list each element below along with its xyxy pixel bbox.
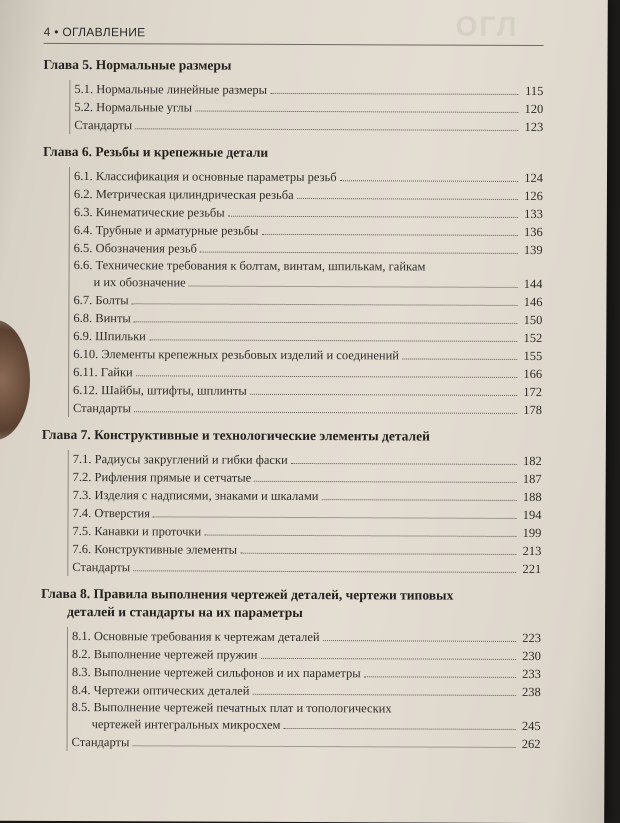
toc-entry[interactable] bbox=[70, 185, 543, 205]
leader-dots bbox=[132, 303, 518, 306]
toc-entry[interactable] bbox=[68, 681, 541, 701]
table-of-contents bbox=[40, 53, 543, 759]
chapter-title-continued: деталей и стандарты на их параметры bbox=[67, 603, 303, 621]
entry-title-continued: и их обозначение bbox=[93, 275, 186, 290]
entry-title: 8.2. Выполнение чертежей пружин bbox=[71, 647, 258, 662]
toc-entry[interactable] bbox=[69, 327, 542, 347]
toc-entry[interactable] bbox=[67, 733, 540, 753]
chapter-heading bbox=[43, 53, 543, 76]
page-number: 126 bbox=[524, 188, 543, 204]
chapter-title: Глава 6. Резьбы и крепежные детали bbox=[43, 143, 269, 160]
chapter-entries bbox=[69, 80, 543, 136]
page-number: 199 bbox=[522, 525, 542, 541]
toc-entry[interactable] bbox=[69, 450, 542, 470]
page-number: 139 bbox=[523, 242, 543, 258]
page-number: 124 bbox=[524, 170, 544, 186]
leader-dots bbox=[323, 640, 516, 642]
toc-entry[interactable] bbox=[68, 663, 541, 683]
toc-entry[interactable] bbox=[70, 221, 543, 241]
chapter-title: Глава 7. Конструктивные и технологические элементы деталей bbox=[41, 426, 430, 444]
toc-entry[interactable] bbox=[69, 468, 542, 488]
page-number: 133 bbox=[524, 206, 543, 222]
entry-title: 7.5. Канавки и проточки bbox=[72, 524, 202, 539]
entry-title: 6.9. Шпильки bbox=[73, 329, 146, 344]
page-number: 223 bbox=[522, 630, 542, 646]
page-number: 120 bbox=[524, 101, 544, 117]
toc-entry[interactable] bbox=[70, 116, 543, 136]
page-number: 182 bbox=[522, 453, 542, 469]
entry-title: 7.2. Рифления прямые и сетчатые bbox=[72, 470, 252, 485]
leader-dots bbox=[270, 93, 518, 95]
toc-entry[interactable] bbox=[68, 540, 541, 560]
chapter-entries bbox=[68, 167, 543, 419]
chapter-heading bbox=[43, 140, 543, 163]
leader-dots bbox=[135, 128, 518, 131]
entry-title: 7.1. Радиусы закруглений и гибки фаски bbox=[72, 452, 288, 467]
page-number: 262 bbox=[521, 736, 541, 752]
page-number: 233 bbox=[522, 666, 541, 682]
leader-dots bbox=[250, 394, 517, 396]
toc-entry[interactable] bbox=[69, 399, 542, 419]
entry-title: 6.7. Болты bbox=[73, 293, 129, 308]
toc-entry[interactable] bbox=[68, 522, 541, 542]
toc-entry[interactable] bbox=[68, 699, 541, 735]
toc-entry[interactable] bbox=[68, 645, 541, 665]
entry-title: 5.2. Нормальные углы bbox=[74, 100, 193, 115]
entry-title: 6.1. Классификация и основные параметры резьб bbox=[73, 169, 337, 185]
chapter-title: Глава 5. Нормальные размеры bbox=[43, 56, 232, 73]
leader-dots bbox=[204, 535, 516, 537]
entry-title: 8.4. Чертежи оптических деталей bbox=[71, 683, 250, 698]
page-number: 155 bbox=[523, 348, 543, 364]
chapter-entries bbox=[66, 627, 541, 753]
leader-dots bbox=[291, 463, 517, 465]
page-number: 136 bbox=[523, 224, 543, 240]
entry-title: 6.12. Шайбы, штифты, шплинты bbox=[73, 383, 247, 398]
entry-title: 5.1. Нормальные линейные размеры bbox=[74, 82, 268, 97]
page-number: 221 bbox=[522, 561, 542, 577]
toc-entry[interactable] bbox=[70, 203, 543, 223]
entry-title: 8.5. Выполнение чертежей печатных плат и топологических bbox=[71, 700, 392, 716]
page-number: 115 bbox=[525, 83, 544, 99]
page-number: 146 bbox=[523, 294, 543, 310]
leader-dots bbox=[364, 676, 516, 678]
leader-dots bbox=[297, 198, 518, 200]
running-header: 4 • ОГЛАВЛЕНИЕ bbox=[43, 24, 146, 40]
entry-title: Стандарты bbox=[72, 560, 131, 575]
leader-dots bbox=[195, 111, 518, 113]
chapter-heading bbox=[41, 582, 541, 623]
toc-entry[interactable] bbox=[69, 309, 542, 329]
entry-title-continued: чертежей интегральных микросхем bbox=[91, 717, 281, 732]
leader-dots bbox=[402, 358, 517, 360]
leader-dots bbox=[134, 321, 518, 324]
entry-title: 6.4. Трубные и арматурные резьбы bbox=[73, 223, 259, 238]
leader-dots bbox=[261, 234, 517, 236]
chapter-entries bbox=[67, 450, 542, 578]
leader-dots bbox=[149, 339, 517, 342]
entry-title: Стандарты bbox=[71, 735, 130, 750]
toc-entry[interactable] bbox=[70, 98, 543, 118]
leader-dots bbox=[136, 375, 517, 378]
leader-dots bbox=[132, 745, 515, 748]
page-number: 245 bbox=[521, 718, 541, 734]
entry-title: 8.1. Основные требования к чертежам деталей bbox=[71, 629, 320, 645]
leader-dots bbox=[200, 252, 518, 254]
toc-entry[interactable] bbox=[69, 363, 542, 383]
page-number: 144 bbox=[523, 276, 543, 292]
chapter-title: Глава 8. Правила выполнения чертежей деталей, чертежи типовых bbox=[41, 585, 454, 603]
leader-dots bbox=[260, 658, 515, 660]
leader-dots bbox=[240, 553, 516, 555]
entry-title: 6.6. Технические требования к болтам, винтам, шпилькам, гайкам bbox=[73, 258, 426, 274]
entry-title: 7.3. Изделия с надписями, знаками и шкалами bbox=[72, 488, 319, 504]
entry-title: 6.11. Гайки bbox=[73, 365, 133, 380]
page-number: 123 bbox=[524, 119, 544, 135]
entry-title: 7.4. Отверстия bbox=[72, 506, 151, 521]
leader-dots bbox=[321, 499, 516, 501]
page-number: 166 bbox=[523, 366, 543, 382]
header-rule bbox=[44, 43, 544, 46]
toc-entry[interactable] bbox=[70, 80, 543, 100]
entry-title: 6.8. Винты bbox=[73, 311, 131, 326]
toc-entry[interactable] bbox=[69, 486, 542, 506]
toc-entry[interactable] bbox=[70, 239, 543, 259]
entry-title: 6.10. Элементы крепежных резьбовых изделий и соединений bbox=[73, 347, 400, 363]
toc-entry[interactable] bbox=[69, 291, 542, 311]
leader-dots bbox=[189, 286, 518, 288]
leader-dots bbox=[340, 180, 518, 182]
chapter-heading bbox=[42, 423, 542, 446]
entry-title: Стандарты bbox=[74, 118, 133, 133]
leader-dots bbox=[228, 216, 518, 218]
toc-entry[interactable] bbox=[68, 558, 541, 578]
page-number: 172 bbox=[523, 384, 543, 400]
entry-title: 6.2. Метрическая цилиндрическая резьба bbox=[73, 187, 294, 202]
leader-dots bbox=[254, 481, 517, 483]
page-number: 230 bbox=[522, 648, 541, 664]
bleed-through-text: ОГЛ bbox=[455, 10, 519, 42]
entry-title: 6.5. Обозначения резьб bbox=[73, 241, 197, 256]
page-number: 150 bbox=[523, 312, 543, 328]
toc-entry[interactable] bbox=[70, 167, 543, 187]
entry-title: 6.3. Кинематические резьбы bbox=[73, 205, 225, 220]
toc-entry[interactable] bbox=[68, 627, 541, 647]
page-number: 194 bbox=[522, 507, 542, 523]
leader-dots bbox=[153, 516, 517, 519]
entry-title: Стандарты bbox=[72, 401, 131, 416]
toc-entry[interactable] bbox=[68, 504, 541, 524]
page-number: 187 bbox=[522, 471, 542, 487]
entry-title: 8.3. Выполнение чертежей сильфонов и их параметры bbox=[71, 665, 361, 681]
leader-dots bbox=[133, 570, 516, 573]
leader-dots bbox=[134, 411, 517, 414]
leader-dots bbox=[252, 694, 515, 696]
page-number: 178 bbox=[523, 402, 543, 418]
toc-entry[interactable] bbox=[69, 381, 542, 401]
page-number: 152 bbox=[523, 330, 543, 346]
leader-dots bbox=[283, 728, 515, 730]
page-number: 188 bbox=[522, 489, 542, 505]
entry-title: 7.6. Конструктивные элементы bbox=[72, 542, 238, 557]
toc-entry[interactable] bbox=[69, 345, 542, 365]
page-number: 238 bbox=[521, 684, 541, 700]
page-number: 213 bbox=[522, 543, 542, 559]
toc-entry[interactable] bbox=[70, 257, 543, 293]
